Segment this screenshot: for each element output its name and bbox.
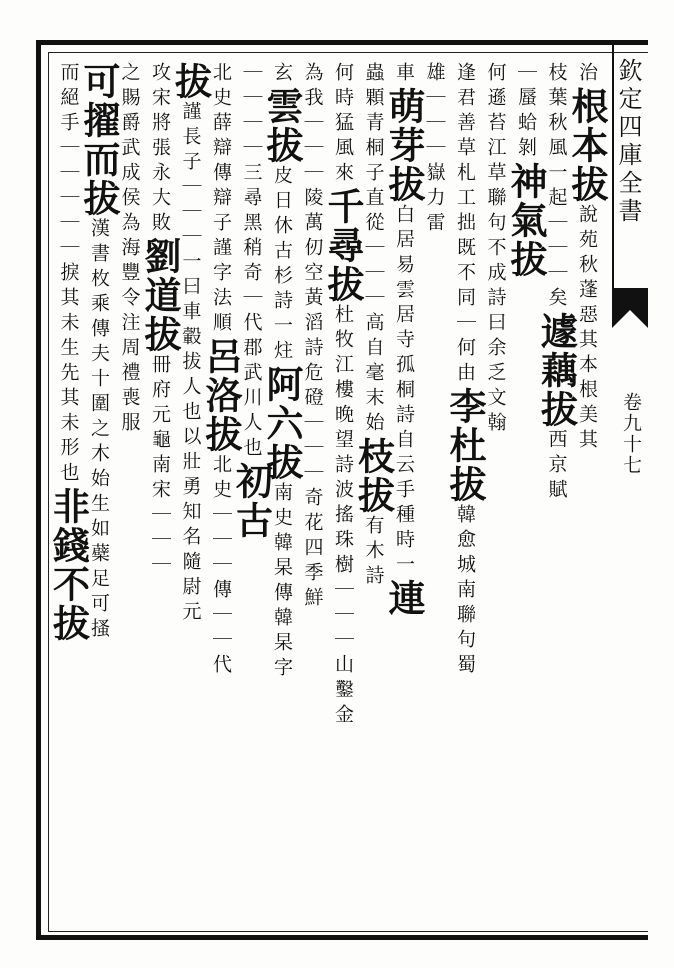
annotation-text: 北史薛辯傳辯子謹字法順	[210, 62, 232, 337]
headword: 萌芽拔	[382, 87, 426, 204]
annotation-text: 為海豐令注周禮喪服	[118, 212, 141, 437]
headword: 神氣拔	[504, 162, 548, 279]
annotation-text: 枝葉秋風一起｜｜｜矣	[545, 62, 568, 312]
fishtail-mark	[612, 288, 648, 328]
headword: 雲拔	[260, 87, 304, 165]
headword: 阿六拔	[260, 365, 304, 482]
headword: 連	[382, 579, 426, 618]
headword: 根本拔	[565, 87, 609, 204]
annotation-text: 韓愈城南聯句蜀	[454, 504, 476, 679]
annotation-text: 治	[576, 62, 598, 87]
annotation-text: ｜蜃蛤剝	[515, 62, 537, 162]
annotation-text: 蟲顆青桐子直從｜｜｜高自毫末始	[362, 62, 385, 437]
annotation-text: 何時猛風來	[332, 62, 354, 187]
annotation-text: 逢君善草札工拙既不同｜何由	[454, 62, 476, 387]
headword: 千尋拔	[321, 187, 365, 304]
annotation-text: 皮日休古杉詩一炷	[271, 165, 293, 365]
headword: 拔	[168, 62, 213, 101]
annotation-text: ｜｜｜｜三尋黑稍奇	[240, 62, 263, 287]
headword: 初古	[229, 462, 274, 540]
annotation-text: 何遜苔江草聯句不成詩曰余乏文翰	[484, 62, 507, 437]
annotation-text: 杜牧江樓晚望詩波搖珠樹｜｜｜山鑿金	[332, 304, 354, 729]
book-title: 欽定四庫全書	[614, 58, 642, 226]
headword: 劉道拔	[138, 237, 182, 354]
annotation-text: 為我｜｜｜	[301, 62, 324, 187]
annotation-text: 西京賦	[545, 429, 568, 504]
annotation-text: 有木詩	[362, 515, 385, 590]
annotation-text: 玄	[271, 62, 293, 87]
headword: 可擢而拔	[77, 62, 121, 218]
headword: 非錢不拔	[46, 487, 91, 643]
annotation-text: 南史韓杲傳韓杲字	[271, 482, 293, 682]
annotation-text: 人也以壯勇知名隨尉元	[179, 376, 202, 626]
annotation-text: 車	[393, 62, 415, 87]
annotation-text: ｜代郡武川人也	[240, 287, 263, 462]
annotation-text: 北史｜｜｜傳｜｜代	[210, 454, 232, 679]
annotation-text: 說苑秋蓬惡其本根美其	[576, 204, 598, 454]
annotation-text: 漢書枚乘傳夫十圍之木始生如蘗足可搔	[88, 218, 110, 643]
annotation-text: 雄｜｜｜嶽力雷	[423, 62, 446, 237]
text-column	[46, 62, 91, 928]
annotation-text: 冊府元龜南宋｜｜｜	[149, 354, 171, 579]
annotation-text: 謹長子｜｜｜一曰車轂拔	[179, 101, 202, 376]
headword: 遽藕拔	[534, 312, 579, 429]
volume-number: 卷九十七	[620, 392, 642, 476]
annotation-text: 白居易雲居寺孤桐詩自云手種時一	[393, 204, 415, 579]
headword: 李杜拔	[443, 387, 487, 504]
annotation-text: 而絕手｜｜｜｜｜捩其未生先其未形也	[57, 62, 80, 487]
annotation-text: 之賜爵武成侯	[118, 62, 141, 212]
headword: 呂洛拔	[199, 337, 243, 454]
annotation-text: 陵萬仞空黃滔詩危磴｜｜｜奇花四季鮮	[301, 187, 324, 612]
annotation-text: 攻宋將張永大敗	[149, 62, 171, 237]
headword: 枝拔	[351, 437, 396, 515]
